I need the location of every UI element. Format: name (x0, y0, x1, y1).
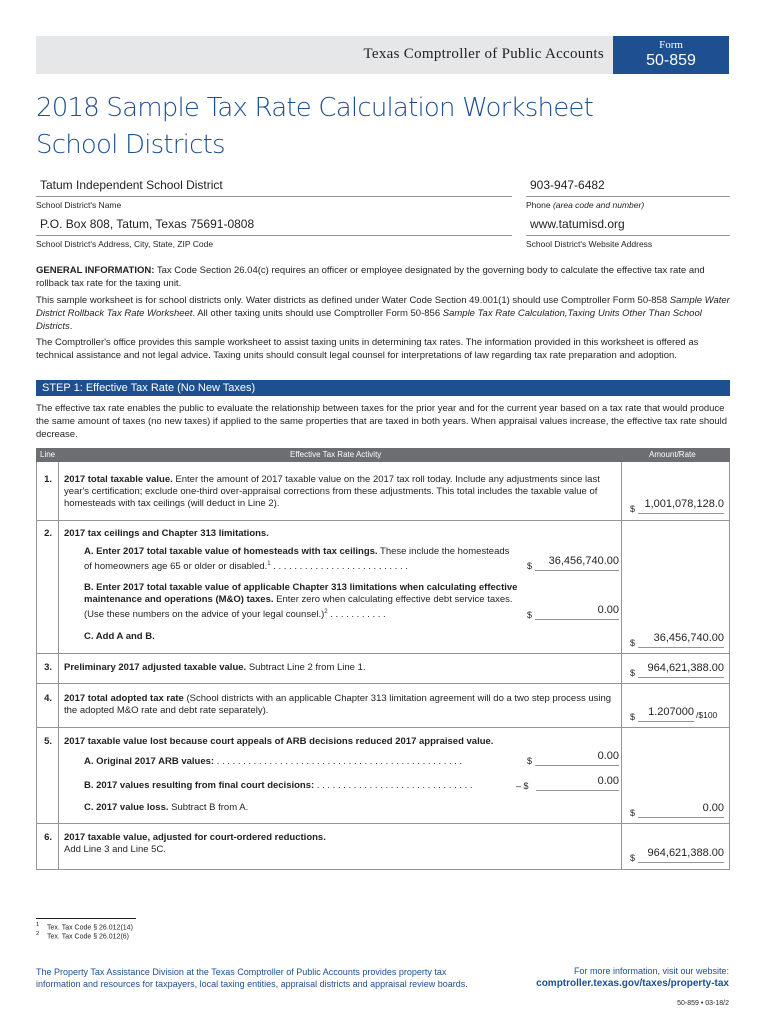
line-number-2: 2. (44, 528, 52, 539)
website-label: School District's Website Address (526, 239, 653, 249)
website-field[interactable] (526, 217, 730, 249)
website-value: www.tatumisd.org (530, 217, 625, 231)
step-1-intro: The effective tax rate enables the public to evaluate the relationship between taxes for the prior year and for the current year based on a tax rate that would produce the same amount of taxes (no new taxes) if applied to the same properties that are taxed in both years. When appraisal values increase, the effective tax rate should decrease. (36, 403, 728, 440)
page-title (36, 90, 593, 164)
phone-value: 903-947-6482 (530, 178, 605, 192)
table-header (36, 448, 730, 462)
line-3-amount[interactable]: $ 964,621,388.00 (630, 662, 724, 678)
line-number-1: 1. (44, 474, 52, 485)
line-5-text: 2017 taxable value lost because court appeals of ARB decisions reduced 2017 appraised value. (64, 736, 494, 747)
line-2a-text: A. Enter 2017 total taxable value of homesteads with tax ceilings. These include the homesteads of homeowners age 65 or older or disabled.$^1$ . . . . . . . . . . . . . . . . . . . . . . . . . . (84, 546, 510, 573)
footer-website-block (536, 966, 729, 989)
footer-description: The Property Tax Assistance Division at the Texas Comptroller of Public Accounts provides property tax information and resources for taxpayers, local taxing entities, appraisal districts and appraisal review boards. (36, 967, 468, 989)
address-label: School District's Address, City, State, ZIP Code (36, 239, 214, 249)
phone-label: Phone (area code and number) (526, 200, 645, 210)
footer-website-text: For more information, visit our website: (573, 966, 729, 976)
line-5a-text: A. Original 2017 ARB values: . . . . . . . . . . . . . . . . . . . . . . . . . . . . . . . . . . . . . . . . . . . . . . . (84, 756, 463, 767)
line-5c-amount[interactable]: $ 0.00 (630, 802, 724, 818)
line-number-4: 4. (44, 693, 52, 704)
general-info-p2: This sample worksheet is for school districts only. Water districts as defined under Water Code Section 49.001(1) should use Comptroller Form 50-858 Sample Water District Rollback Tax Rate Worksheet. All other taxing units should use Comptroller Form 50-856 Sample Tax Rate Calculation,Taxing Units Other Than School Districts. (36, 295, 730, 332)
footer-website-link[interactable]: comptroller.texas.gov/taxes/property-tax (536, 978, 729, 989)
district-name-value: Tatum Independent School District (40, 178, 223, 192)
phone-field[interactable] (526, 178, 730, 210)
form-label: Form (659, 39, 683, 51)
line-2c-text: C. Add A and B. (84, 631, 155, 642)
col-amount-header: Amount/Rate (649, 450, 696, 459)
line-5b-amount[interactable]: – $ 0.00 (516, 775, 619, 791)
line-4-rate-suffix: /$100 (696, 710, 718, 720)
line-4-amount[interactable]: $ 1.207000 (630, 706, 694, 722)
form-revision-code: 50-859 • 03-18/2 (677, 1000, 729, 1007)
line-2c-amount[interactable]: $ 36,456,740.00 (630, 632, 724, 648)
line-5c-text: C. 2017 value loss. Subtract B from A. (84, 802, 249, 813)
line-6-amount[interactable]: $ 964,621,388.00 (630, 847, 724, 863)
line-6-text: 2017 taxable value, adjusted for court-ordered reductions. Add Line 3 and Line 5C. (64, 832, 326, 855)
line-4-text: 2017 total adopted tax rate (School districts with an applicable Chapter 313 limitation agreement will do a two step process using the adopted M&O rate and debt rate separately). (64, 693, 612, 716)
header-bar (36, 36, 729, 74)
line-5b-text: B. 2017 values resulting from final court decisions: . . . . . . . . . . . . . . . . . . . . . . . . . . . . . . (84, 780, 473, 791)
title-line-2: School Districts (36, 130, 225, 160)
address-field[interactable] (36, 217, 512, 249)
line-number-5: 5. (44, 736, 52, 747)
line-number-6: 6. (44, 832, 52, 843)
line-number-3: 3. (44, 662, 52, 673)
agency-name: Texas Comptroller of Public Accounts (363, 46, 604, 62)
line-5a-amount[interactable]: $ 0.00 (527, 750, 619, 766)
line-1-text: 2017 total taxable value. Enter the amount of 2017 taxable value on the 2017 tax roll today. Include any adjustments since last year's certification; exclude one-third over-appraisal corrections from these adjustments. This total includes the taxable value of homesteads with tax ceilings (will deduct in Line 2). (64, 474, 600, 509)
district-name-label: School District's Name (36, 200, 122, 210)
form-number: 50-859 (646, 52, 696, 69)
form-number-box (613, 36, 729, 74)
title-line-1: 2018 Sample Tax Rate Calculation Worksheet (36, 93, 593, 123)
step-1-heading: STEP 1: Effective Tax Rate (No New Taxes) (36, 380, 730, 396)
district-name-field[interactable] (36, 178, 512, 210)
line-3-text: Preliminary 2017 adjusted taxable value. Subtract Line 2 from Line 1. (64, 662, 366, 673)
footnote-1: $^1$ Tex. Tax Code § 26.012(14) (36, 922, 133, 932)
line-2b-amount[interactable]: $ 0.00 (527, 604, 619, 620)
footnote-2: $^2$ Tex. Tax Code § 26.012(6) (36, 931, 130, 941)
line-2-text: 2017 tax ceilings and Chapter 313 limitations. (64, 528, 269, 539)
address-value: P.O. Box 808, Tatum, Texas 75691-0808 (40, 217, 255, 231)
line-2a-amount[interactable]: $ 36,456,740.00 (527, 555, 619, 571)
line-1-amount[interactable]: $ 1,001,078,128.0 (630, 498, 724, 514)
col-activity-header: Effective Tax Rate Activity (290, 450, 382, 459)
general-info-p3: The Comptroller's office provides this sample worksheet to assist taxing units in determining tax rates. The information provided in this worksheet is offered as technical assistance and not legal advice. Taxing units should consult legal counsel for interpretations of law regarding tax rate preparation and adoption. (36, 337, 699, 361)
general-info-p1: GENERAL INFORMATION: Tax Code Section 26.04(c) requires an officer or employee designated by the governing body to calculate the effective tax rate and rollback tax rate for the taxing unit. (36, 265, 705, 289)
col-line-header: Line (40, 450, 56, 459)
line-2b-text: B. Enter 2017 total taxable value of applicable Chapter 313 limitations when calculating effective maintenance and operations (M&O) taxes. Enter zero when calculating effective debt service taxes. (Use these numbers on the advice of your legal counsel.)$^2$ . . . . . . . . . . . (84, 582, 518, 621)
